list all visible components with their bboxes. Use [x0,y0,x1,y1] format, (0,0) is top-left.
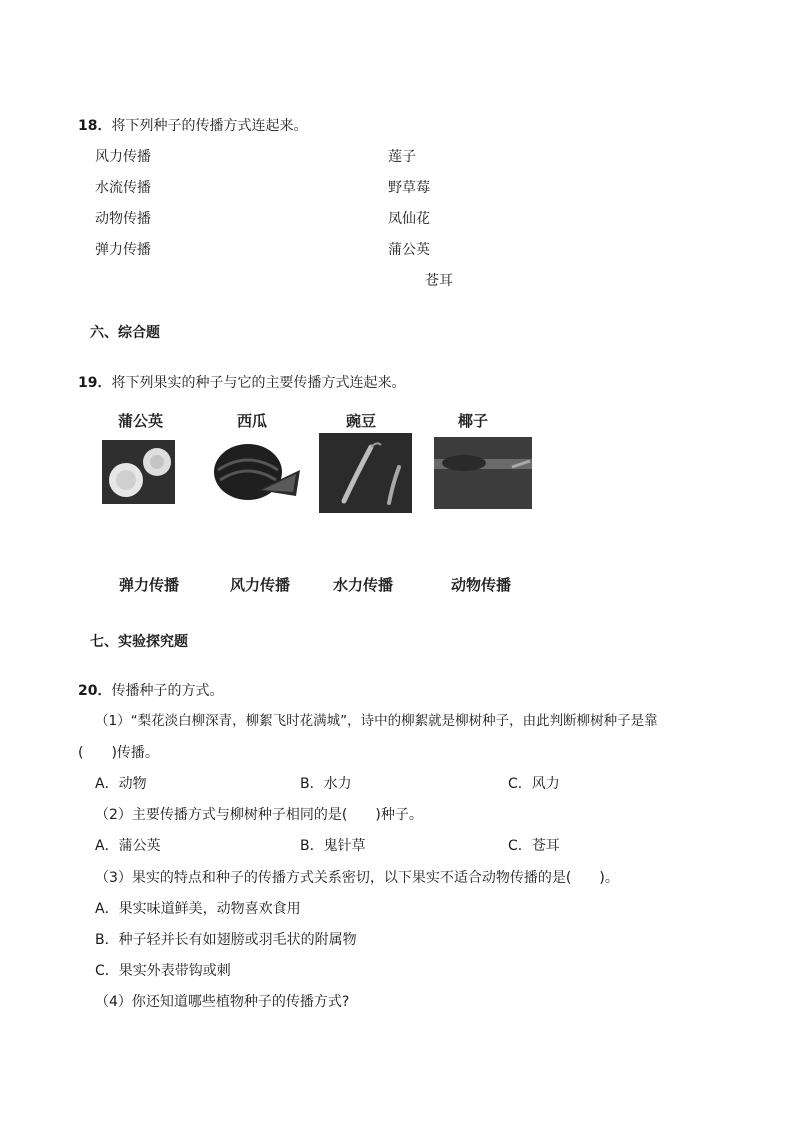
q20-number: 20． [78,683,112,699]
q20-sub2-text: （2）主要传播方式与柳树种子相同的是( )种子。 [95,807,423,823]
q18-number: 18． [78,118,112,134]
q18-right-item[interactable]: 蒲公英 [388,242,430,258]
method-label[interactable]: 动物传播 [451,576,512,594]
pea-icon [319,433,412,513]
coconut-image[interactable] [434,437,532,509]
dandelion-icon [102,440,175,504]
watermelon-icon [208,440,302,504]
q20-sub3-option-c[interactable]: C．果实外表带钩或刺 [95,963,231,979]
q20-sub2-option-b[interactable]: B．鬼针草 [300,838,366,854]
q20-sub2-option-a[interactable]: A．蒲公英 [95,838,161,854]
q18-right-item[interactable]: 苍耳 [425,273,453,289]
q20-sub1-option-c[interactable]: C．风力 [508,776,560,792]
q18-right-item[interactable]: 凤仙花 [388,211,430,227]
q18-left-item[interactable]: 动物传播 [95,211,151,227]
q20-sub4-text: （4）你还知道哪些植物种子的传播方式? [95,994,350,1010]
q20-sub3-text: （3）果实的特点和种子的传播方式关系密切，以下果实不适合动物传播的是( )。 [95,870,619,886]
fruit-label-watermelon: 西瓜 [237,412,268,430]
watermelon-image[interactable] [208,440,302,504]
coconut-icon [434,437,532,509]
q20-sub1-option-b[interactable]: B．水力 [300,776,352,792]
q18-left-item[interactable]: 风力传播 [95,149,151,165]
method-label[interactable]: 弹力传播 [119,576,180,594]
q20-text: 传播种子的方式。 [111,683,224,699]
q18-left-item[interactable]: 弹力传播 [95,242,151,258]
q20-sub1-line2: ( )传播。 [78,745,159,761]
dandelion-image[interactable] [102,440,175,504]
section-title-7: 七、实验探究题 [90,634,188,650]
fruit-label-dandelion: 蒲公英 [118,412,164,430]
q19-prompt [78,376,405,390]
q20-sub1-option-a[interactable]: A．动物 [95,776,147,792]
q18-left-item[interactable]: 水流传播 [95,180,151,196]
q20-sub3-option-a[interactable]: A．果实味道鲜美，动物喜欢食用 [95,901,301,917]
q19-text: 将下列果实的种子与它的主要传播方式连起来。 [111,375,406,391]
fruit-label-coconut: 椰子 [458,412,489,430]
pea-image[interactable] [319,433,412,513]
fruit-label-pea: 豌豆 [346,412,377,430]
q18-text: 将下列种子的传播方式连起来。 [111,118,308,134]
q18-right-item[interactable]: 莲子 [388,149,416,165]
section-title-6: 六、综合题 [90,325,160,341]
q20-sub1-line1: （1）“梨花淡白柳深青，柳絮飞时花满城”，诗中的柳絮就是柳树种子，由此判断柳树种子是靠 [95,713,658,729]
q20-prompt [78,684,223,698]
method-label[interactable]: 水力传播 [333,576,394,594]
q18-right-item[interactable]: 野草莓 [388,180,430,196]
q18-prompt [78,119,307,133]
method-label[interactable]: 风力传播 [230,576,291,594]
q20-sub3-option-b[interactable]: B．种子轻并长有如翅膀或羽毛状的附属物 [95,932,357,948]
q19-number: 19． [78,375,112,391]
q20-sub2-option-c[interactable]: C．苍耳 [508,838,560,854]
